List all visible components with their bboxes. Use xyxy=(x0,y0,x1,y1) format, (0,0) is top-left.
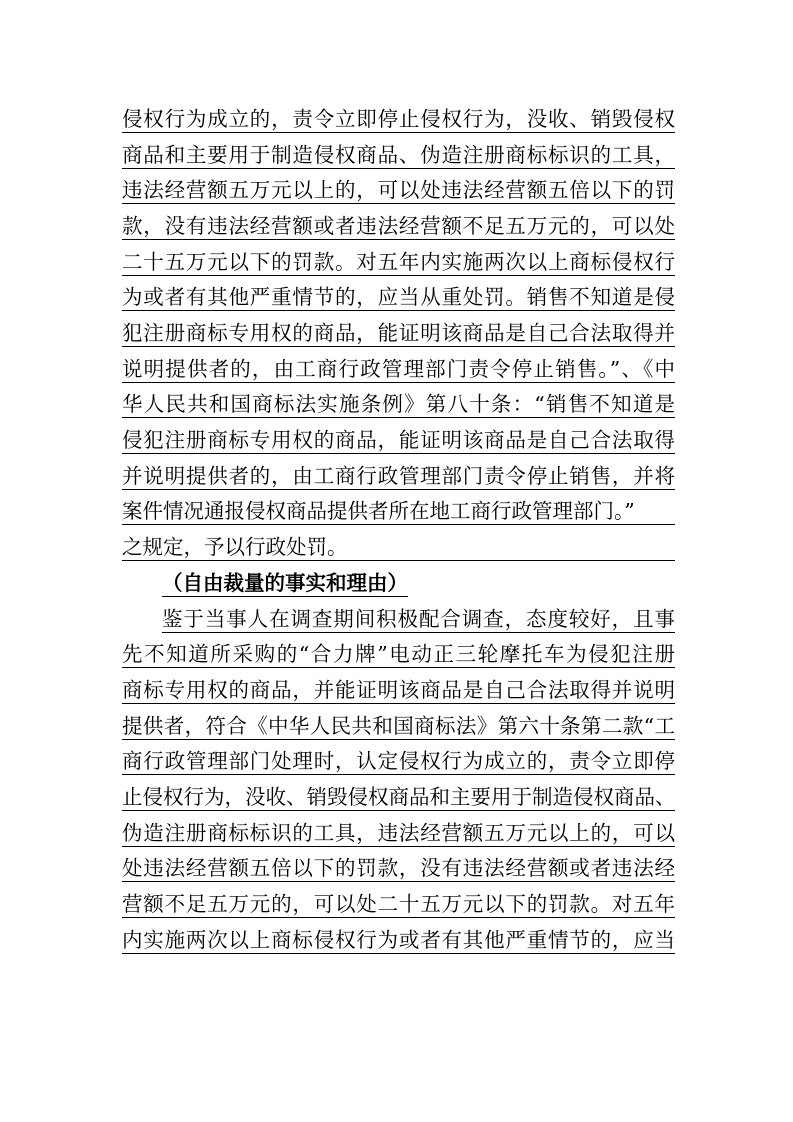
text-line: 内实施两次以上商标侵权行为或者有其他严重情节的，应当 xyxy=(122,928,675,952)
text-line: 违法经营额五万元以上的，可以处违法经营额五倍以下的罚 xyxy=(122,178,675,202)
text-line: 二十五万元以下的罚款。对五年内实施两次以上商标侵权行 xyxy=(122,250,675,274)
text-line: 说明提供者的，由工商行政管理部门责令停止销售。”、《中 xyxy=(122,357,675,381)
text-line: 侵权行为成立的，责令立即停止侵权行为，没收、销毁侵权 xyxy=(122,107,675,131)
text-line: 侵犯注册商标专用权的商品，能证明该商品是自己合法取得 xyxy=(122,428,675,452)
section-heading: （自由裁量的事实和理由） xyxy=(162,571,408,595)
text-line: 营额不足五万元的，可以处二十五万元以下的罚款。对五年 xyxy=(122,892,675,916)
text-line: 商标专用权的商品，并能证明该商品是自己合法取得并说明 xyxy=(122,678,675,702)
text-line: 华人民共和国商标法实施条例》第八十条：“销售不知道是 xyxy=(122,392,675,416)
text-line: 犯注册商标专用权的商品，能证明该商品是自己合法取得并 xyxy=(122,321,675,345)
text-line: 之规定，予以行政处罚。 xyxy=(122,534,675,561)
text-line: 止侵权行为，没收、销毁侵权商品和主要用于制造侵权商品、 xyxy=(122,785,676,809)
text-line: 提供者，符合《中华人民共和国商标法》第六十条第二款“工 xyxy=(122,714,675,738)
text-line: 伪造注册商标标识的工具，违法经营额五万元以上的，可以 xyxy=(122,821,675,845)
text-line: 鉴于当事人在调查期间积极配合调查，态度较好，且事 xyxy=(162,607,675,631)
text-line: 并说明提供者的，由工商行政管理部门责令停止销售，并将 xyxy=(122,464,675,488)
text-line: 处违法经营额五倍以下的罚款，没有违法经营额或者违法经 xyxy=(122,856,675,880)
text-line: 商品和主要用于制造侵权商品、伪造注册商标标识的工具， xyxy=(122,143,675,167)
text-line: 先不知道所采购的“合力牌”电动正三轮摩托车为侵犯注册 xyxy=(122,642,675,666)
text-line: 为或者有其他严重情节的，应当从重处罚。销售不知道是侵 xyxy=(122,285,675,309)
text-line: 案件情况通报侵权商品提供者所在地工商行政管理部门。” xyxy=(122,498,675,525)
text-line: 款，没有违法经营额或者违法经营额不足五万元的，可以处 xyxy=(122,214,675,238)
text-line: 商行政管理部门处理时，认定侵权行为成立的，责令立即停 xyxy=(122,749,675,773)
